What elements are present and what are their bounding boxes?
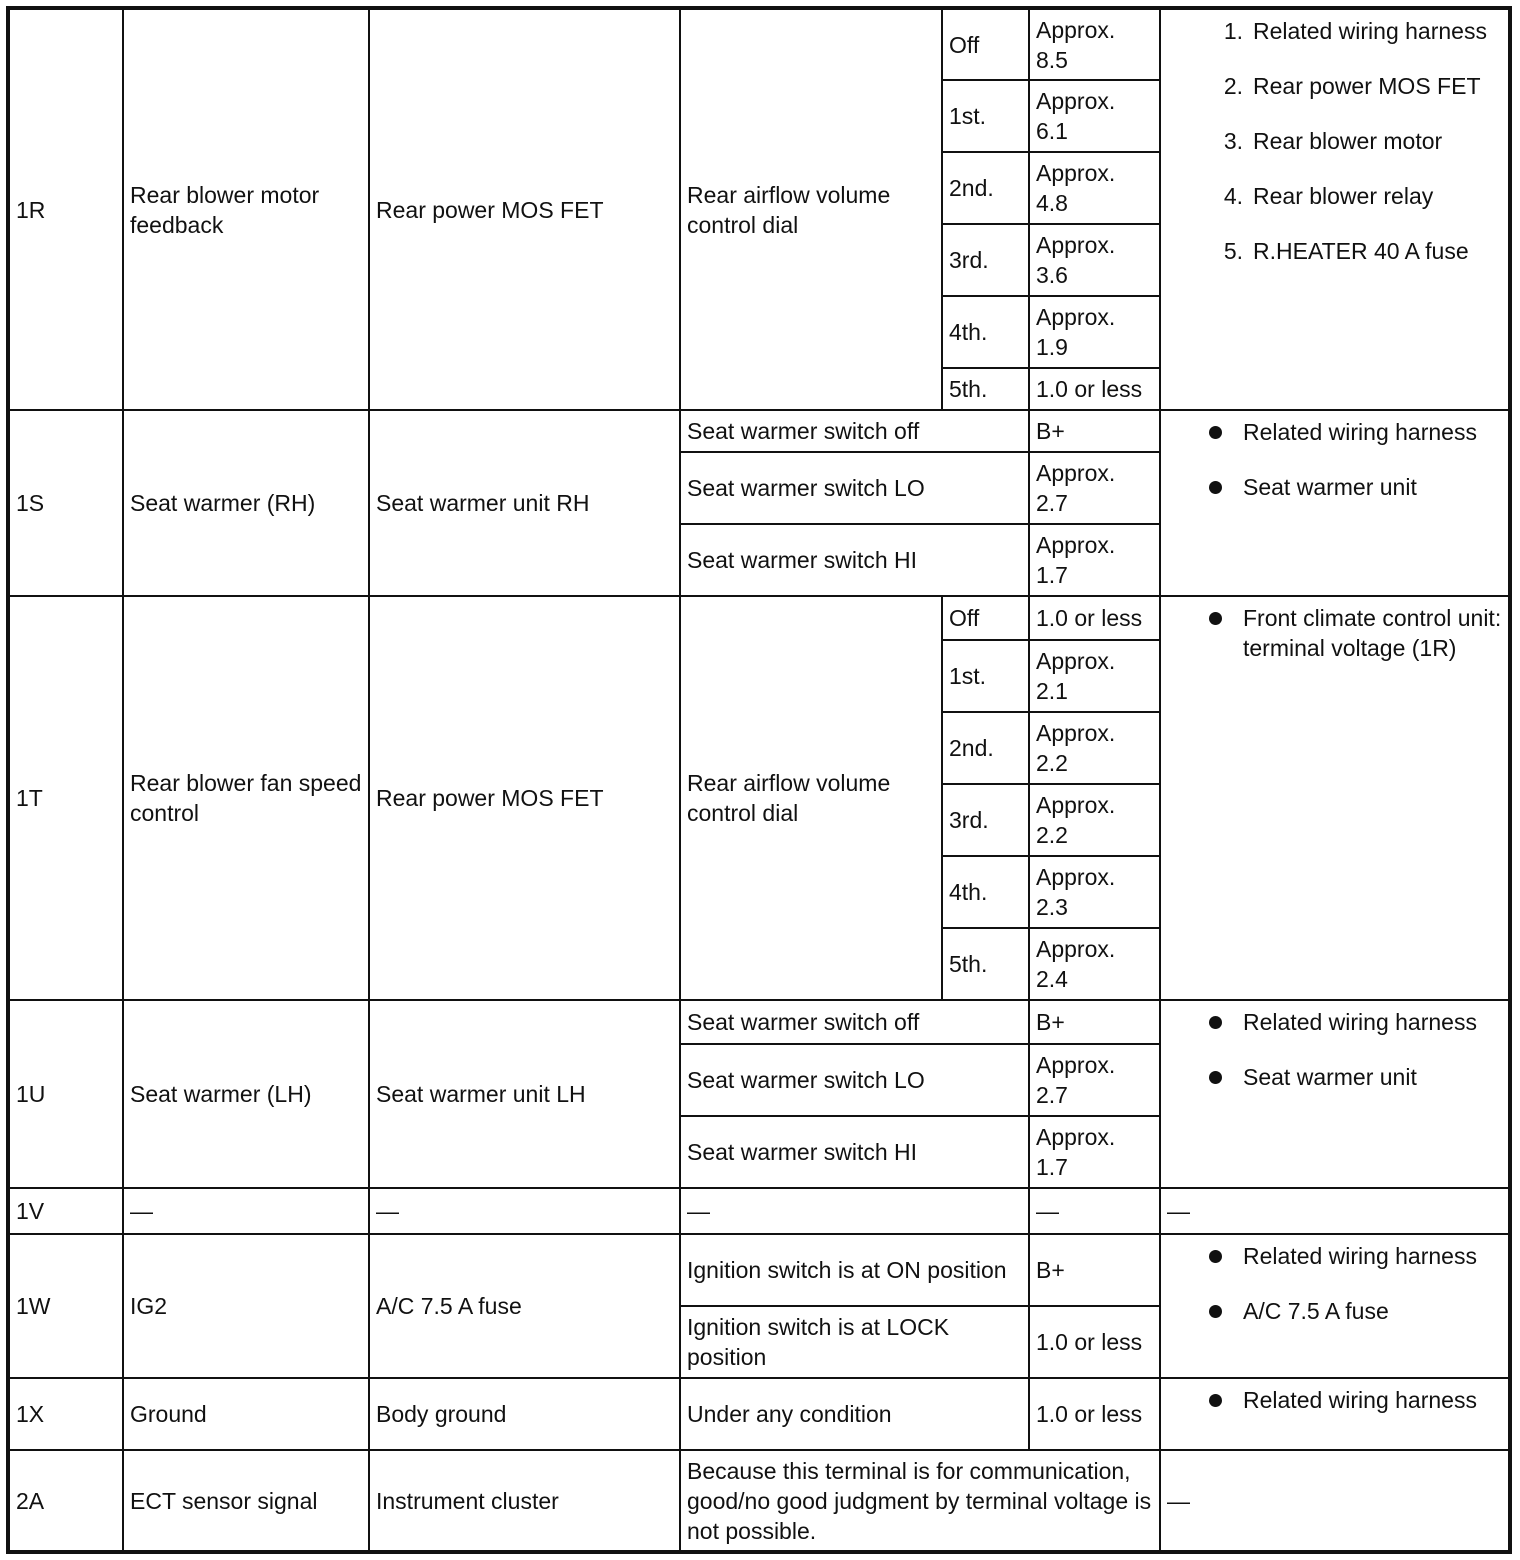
item-text: Seat warmer unit: [1243, 1064, 1417, 1090]
terminal-cell: 1U: [8, 1000, 123, 1188]
condition-state-cell: 1st.: [942, 640, 1029, 712]
item-text: Seat warmer unit: [1243, 474, 1417, 500]
list-item: [1167, 603, 1502, 663]
item-number: 3.: [1223, 128, 1243, 154]
item-text: Rear blower relay: [1253, 183, 1434, 209]
condition-state-cell: Seat warmer switch LO: [680, 1044, 1029, 1116]
signal-cell: Rear blower motor feedback: [123, 8, 369, 410]
connected-to-cell: Seat warmer unit RH: [369, 410, 680, 596]
voltage-cell: Approx. 2.7: [1029, 1044, 1160, 1116]
voltage-cell: Approx. 3.6: [1029, 224, 1160, 296]
voltage-cell: B+: [1029, 410, 1160, 452]
connected-to-cell: Rear power MOS FET: [369, 8, 680, 410]
signal-cell: Rear blower fan speed control: [123, 596, 369, 1000]
bullet-icon: [1167, 1296, 1225, 1326]
inspection-cell: [1160, 8, 1510, 410]
inspection-cell: [1160, 1378, 1510, 1450]
item-text: Rear blower motor: [1253, 128, 1443, 154]
condition-state-cell: Seat warmer switch LO: [680, 452, 1029, 524]
item-text: A/C 7.5 A fuse: [1243, 1298, 1389, 1324]
item-text: Related wiring harness: [1253, 18, 1487, 44]
condition-state-cell: Seat warmer switch off: [680, 410, 1029, 452]
table-row: [8, 1378, 1510, 1450]
signal-cell: Ground: [123, 1378, 369, 1450]
test-condition-cell: Rear airflow volume control dial: [680, 8, 942, 410]
voltage-cell: 1.0 or less: [1029, 1306, 1160, 1378]
list-item: [1167, 181, 1502, 211]
bullet-icon: [1167, 1241, 1225, 1271]
terminal-cell: 1X: [8, 1378, 123, 1450]
item-text: Related wiring harness: [1243, 419, 1477, 445]
bullet-icon: [1167, 1007, 1225, 1037]
terminal-cell: 1T: [8, 596, 123, 1000]
voltage-cell: 1.0 or less: [1029, 368, 1160, 410]
inspection-cell: —: [1160, 1450, 1510, 1552]
item-number: 4.: [1223, 183, 1243, 209]
list-item: [1167, 126, 1502, 156]
condition-state-cell: 5th.: [942, 928, 1029, 1000]
inspection-list: [1167, 417, 1502, 502]
table-row: [8, 1234, 1510, 1306]
list-item: [1167, 1062, 1502, 1092]
terminal-cell: 1W: [8, 1234, 123, 1378]
voltage-cell: B+: [1029, 1234, 1160, 1306]
terminal-cell: 1R: [8, 8, 123, 410]
bullet-icon: [1167, 1062, 1225, 1092]
connected-to-cell: A/C 7.5 A fuse: [369, 1234, 680, 1378]
item-text: R.HEATER 40 A fuse: [1253, 238, 1469, 264]
condition-state-cell: 2nd.: [942, 152, 1029, 224]
inspection-cell: [1160, 1234, 1510, 1378]
item-text: Rear power MOS FET: [1253, 73, 1481, 99]
voltage-cell: B+: [1029, 1000, 1160, 1044]
connected-to-cell: —: [369, 1188, 680, 1234]
voltage-cell: Approx. 2.1: [1029, 640, 1160, 712]
voltage-cell: 1.0 or less: [1029, 1378, 1160, 1450]
voltage-cell: Approx. 1.7: [1029, 524, 1160, 596]
condition-state-cell: 4th.: [942, 856, 1029, 928]
table-row: [8, 1000, 1510, 1044]
test-condition-cell: Under any condition: [680, 1378, 1029, 1450]
list-item: [1167, 1241, 1502, 1271]
bullet-icon: [1167, 417, 1225, 447]
inspection-cell: [1160, 596, 1510, 1000]
condition-state-cell: Seat warmer switch HI: [680, 524, 1029, 596]
voltage-cell: Approx. 1.9: [1029, 296, 1160, 368]
terminal-cell: 1S: [8, 410, 123, 596]
test-condition-cell: Rear airflow volume control dial: [680, 596, 942, 1000]
condition-state-cell: 3rd.: [942, 784, 1029, 856]
connected-to-cell: Body ground: [369, 1378, 680, 1450]
inspection-cell: [1160, 410, 1510, 596]
bullet-icon: [1167, 603, 1225, 663]
condition-state-cell: Ignition switch is at LOCK position: [680, 1306, 1029, 1378]
condition-state-cell: Off: [942, 8, 1029, 80]
connected-to-cell: Instrument cluster: [369, 1450, 680, 1552]
signal-cell: ECT sensor signal: [123, 1450, 369, 1552]
list-item: [1167, 16, 1502, 46]
voltage-cell: 1.0 or less: [1029, 596, 1160, 640]
test-condition-cell: —: [680, 1188, 1029, 1234]
voltage-cell: Approx. 2.2: [1029, 784, 1160, 856]
list-item: [1167, 472, 1502, 502]
voltage-cell: Approx. 4.8: [1029, 152, 1160, 224]
voltage-cell: Approx. 2.3: [1029, 856, 1160, 928]
terminal-cell: 2A: [8, 1450, 123, 1552]
list-item: [1167, 236, 1502, 266]
condition-state-cell: Seat warmer switch HI: [680, 1116, 1029, 1188]
terminal-voltage-table: [6, 6, 1512, 1554]
list-item: [1167, 1296, 1502, 1326]
item-text: Front climate control unit: terminal voltage (1R): [1243, 605, 1502, 661]
item-text: Related wiring harness: [1243, 1387, 1477, 1413]
condition-state-cell: 3rd.: [942, 224, 1029, 296]
condition-state-cell: 5th.: [942, 368, 1029, 410]
voltage-cell: Approx. 2.7: [1029, 452, 1160, 524]
signal-cell: —: [123, 1188, 369, 1234]
voltage-cell: Approx. 2.2: [1029, 712, 1160, 784]
connected-to-cell: Seat warmer unit LH: [369, 1000, 680, 1188]
item-number: 1.: [1223, 18, 1243, 44]
voltage-cell: Approx. 1.7: [1029, 1116, 1160, 1188]
signal-cell: Seat warmer (LH): [123, 1000, 369, 1188]
list-item: [1167, 1007, 1502, 1037]
table-row: [8, 1450, 1510, 1552]
inspection-cell: [1160, 1000, 1510, 1188]
list-item: [1167, 71, 1502, 101]
connected-to-cell: Rear power MOS FET: [369, 596, 680, 1000]
bullet-icon: [1167, 1385, 1225, 1415]
condition-state-cell: 1st.: [942, 80, 1029, 152]
table-row: [8, 596, 1510, 640]
condition-state-cell: Off: [942, 596, 1029, 640]
item-number: 2.: [1223, 73, 1243, 99]
table-row: [8, 8, 1510, 80]
voltage-cell: Approx. 2.4: [1029, 928, 1160, 1000]
note-cell: Because this terminal is for communication, good/no good judgment by terminal voltage is not possible.: [680, 1450, 1160, 1552]
inspection-cell: —: [1160, 1188, 1510, 1234]
voltage-cell: Approx. 6.1: [1029, 80, 1160, 152]
condition-state-cell: Seat warmer switch off: [680, 1000, 1029, 1044]
item-number: 5.: [1223, 238, 1243, 264]
inspection-list: [1167, 1241, 1502, 1326]
voltage-cell: Approx. 8.5: [1029, 8, 1160, 80]
list-item: [1167, 417, 1502, 447]
voltage-cell: —: [1029, 1188, 1160, 1234]
list-item: [1167, 1385, 1502, 1415]
inspection-list: [1167, 1007, 1502, 1092]
table-row: [8, 1188, 1510, 1234]
condition-state-cell: Ignition switch is at ON position: [680, 1234, 1029, 1306]
item-text: Related wiring harness: [1243, 1009, 1477, 1035]
table-row: [8, 410, 1510, 452]
signal-cell: IG2: [123, 1234, 369, 1378]
inspection-list: [1167, 603, 1502, 663]
condition-state-cell: 4th.: [942, 296, 1029, 368]
bullet-icon: [1167, 472, 1225, 502]
signal-cell: Seat warmer (RH): [123, 410, 369, 596]
inspection-list: [1167, 1385, 1502, 1415]
condition-state-cell: 2nd.: [942, 712, 1029, 784]
item-text: Related wiring harness: [1243, 1243, 1477, 1269]
inspection-list: [1167, 16, 1502, 266]
terminal-cell: 1V: [8, 1188, 123, 1234]
